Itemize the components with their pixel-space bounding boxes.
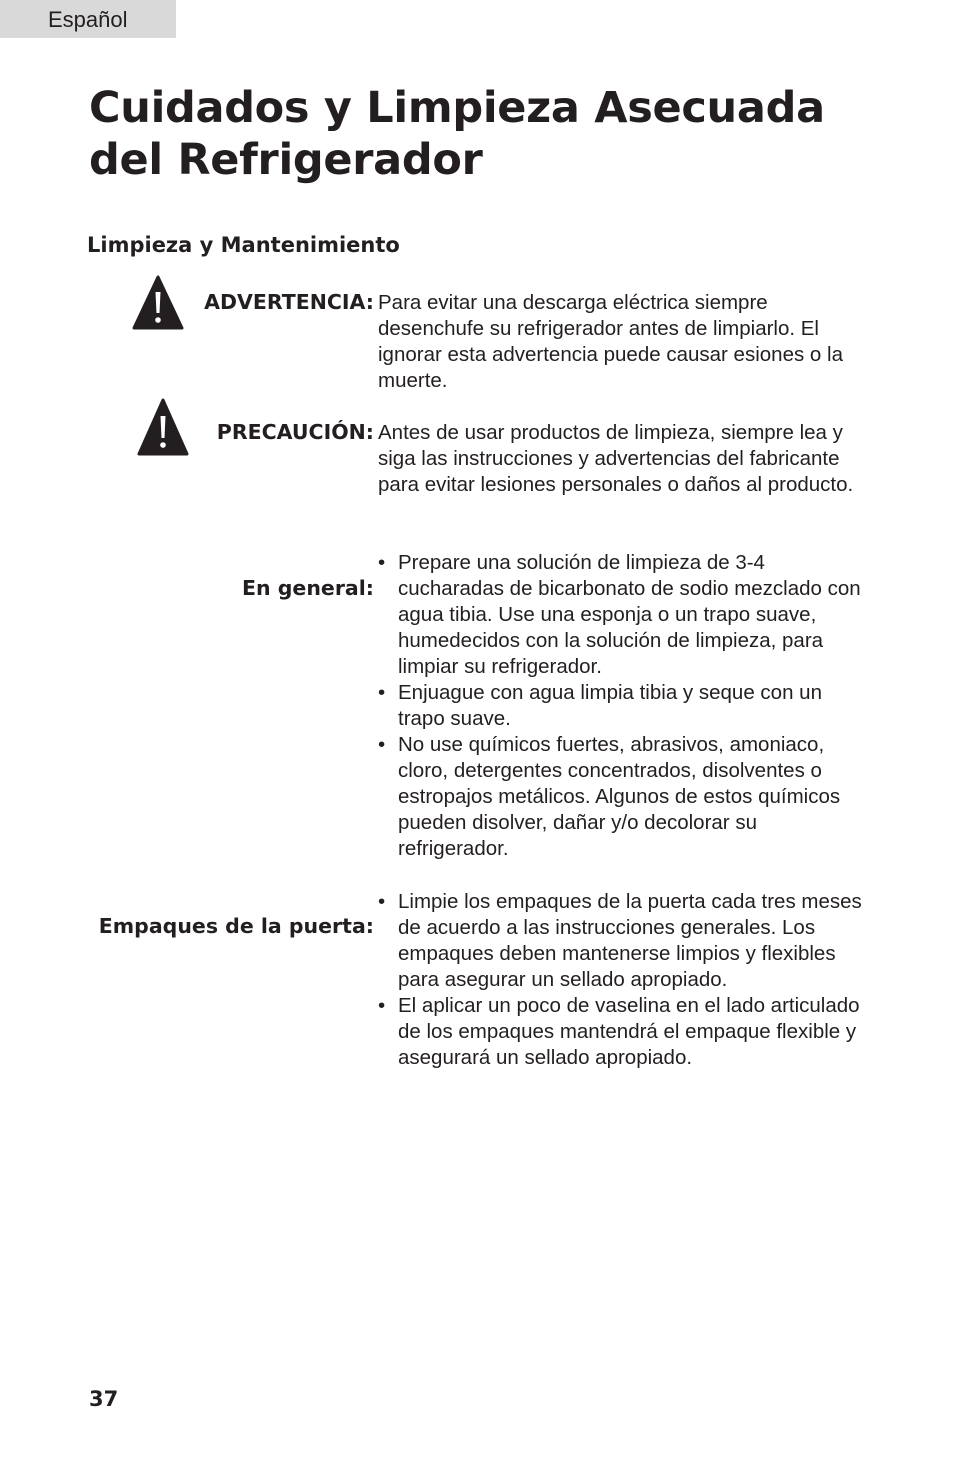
section-heading: Limpieza y Mantenimiento bbox=[87, 233, 400, 257]
caution-label: PRECAUCIÓN: bbox=[216, 420, 374, 444]
warning-text: Para evitar una descarga eléctrica siempre desenchufe su refrigerador antes de limpiarlo. El ignorar esta advertencia puede causar esiones o la muerte. bbox=[378, 291, 843, 392]
list-item: • Enjuague con agua limpia tibia y seque con un trapo suave. bbox=[378, 681, 822, 730]
bullet-text: El aplicar un poco de vaselina en el lado articulado de los empaques mantendrá el empaque flexible y asegurará un sellado apropiado. bbox=[398, 994, 860, 1069]
warning-label: ADVERTENCIA: bbox=[204, 290, 374, 314]
bullet-text: Prepare una solución de limpieza de 3-4 cucharadas de bicarbonato de sodio mezclado con agua tibia. Use una esponja o un trapo suave, humedecidos con la solución de limpieza, para limpiar su refrigerador. bbox=[398, 551, 861, 678]
warning-triangle-icon bbox=[132, 275, 184, 330]
language-tab: Español bbox=[0, 0, 176, 38]
caution-text: Antes de usar productos de limpieza, siempre lea y siga las instrucciones y advertencias del fabricante para evitar lesiones personales o daños al producto. bbox=[378, 421, 854, 496]
general-bullet-list bbox=[378, 550, 868, 862]
warning-triangle-icon bbox=[137, 398, 189, 456]
list-item: • Prepare una solución de limpieza de 3-4 cucharadas de bicarbonato de sodio mezclado con agua tibia. Use una esponja o un trapo suave, humedecidos con la solución de limpieza, para limpiar su refrigerador. bbox=[378, 551, 861, 678]
door-gaskets-label: Empaques de la puerta: bbox=[98, 914, 374, 938]
general-label: En general: bbox=[242, 576, 374, 600]
page-number: 37 bbox=[89, 1387, 119, 1411]
list-item: • El aplicar un poco de vaselina en el lado articulado de los empaques mantendrá el empaque flexible y asegurará un sellado apropiado. bbox=[378, 994, 860, 1069]
bullet-text: Limpie los empaques de la puerta cada tres meses de acuerdo a las instrucciones generales. Los empaques deben mantenerse limpios y flexibles para asegurar un sellado apropiado. bbox=[398, 890, 862, 991]
list-item: • Limpie los empaques de la puerta cada tres meses de acuerdo a las instrucciones generales. Los empaques deben mantenerse limpios y flexibles para asegurar un sellado apropiado. bbox=[378, 890, 862, 991]
bullet-text: Enjuague con agua limpia tibia y seque con un trapo suave. bbox=[398, 681, 822, 730]
bullet-text: No use químicos fuertes, abrasivos, amoniaco, cloro, detergentes concentrados, disolventes o estropajos metálicos. Algunos de estos químicos pueden disolver, dañar y/o decolorar su refrigerador. bbox=[398, 733, 841, 860]
door-gaskets-bullet-list bbox=[378, 889, 868, 1071]
page-title: Cuidados y Limpieza Asecuada del Refrigerador bbox=[89, 83, 825, 185]
list-item: • No use químicos fuertes, abrasivos, amoniaco, cloro, detergentes concentrados, disolventes o estropajos metálicos. Algunos de estos químicos pueden disolver, dañar y/o decolorar su refrigerador. bbox=[378, 733, 841, 860]
